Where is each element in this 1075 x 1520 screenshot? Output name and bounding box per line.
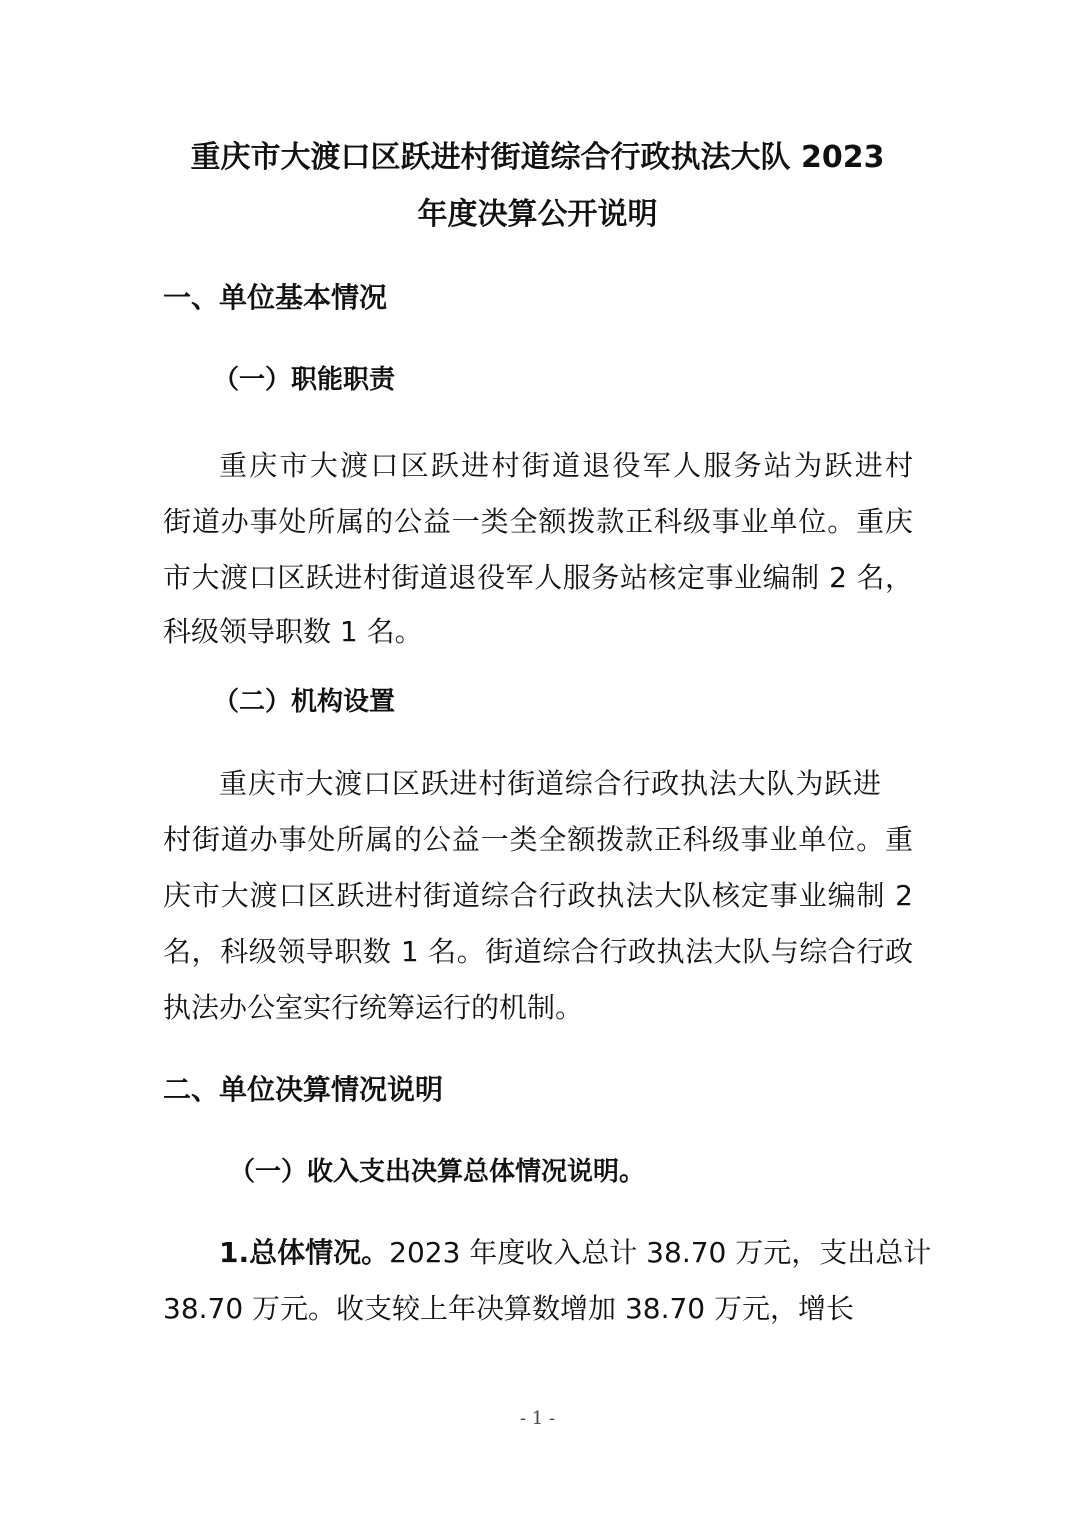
subsection-heading-functions: （一）职能职责 [213, 365, 396, 395]
paragraph-line: 38.70 万元。收支较上年决算数增加 38.70 万元，增长 [163, 1292, 855, 1325]
section-heading-budget: 二、单位决算情况说明 [163, 1073, 444, 1106]
paragraph-line: 市大渡口区跃进村街道退役军人服务站核定事业编制 2 名， [163, 561, 913, 594]
overview-lead: 1.总体情况。 [219, 1236, 390, 1269]
paragraph-line: 重庆市大渡口区跃进村街道综合行政执法大队为跃进 [219, 767, 881, 800]
paragraph-line: 街道办事处所属的公益一类全额拨款正科级事业单位。重庆 [163, 505, 913, 538]
paragraph-line: 庆市大渡口区跃进村街道综合行政执法大队核定事业编制 2 [163, 879, 913, 912]
paragraph-line: 科级领导职数 1 名。 [163, 615, 423, 648]
paragraph-line: 重庆市大渡口区跃进村街道退役军人服务站为跃进村 [219, 449, 913, 482]
section-heading-basic-info: 一、单位基本情况 [163, 281, 388, 314]
paragraph-line: 名，科级领导职数 1 名。街道综合行政执法大队与综合行政 [163, 935, 913, 968]
paragraph-line [219, 1233, 932, 1273]
page-number: - 1 - [519, 1408, 556, 1429]
overview-text: 2023 年度收入总计 38.70 万元，支出总计 [389, 1236, 932, 1269]
paragraph-line: 执法办公室实行统筹运行的机制。 [163, 991, 584, 1024]
subsection-heading-overview: （一）收入支出决算总体情况说明。 [229, 1157, 646, 1187]
document-title-line-1: 重庆市大渡口区跃进村街道综合行政执法大队 2023 [190, 140, 885, 175]
paragraph-line: 村街道办事处所属的公益一类全额拨款正科级事业单位。重 [163, 823, 913, 856]
document-title-line-2: 年度决算公开说明 [417, 197, 658, 232]
subsection-heading-organization: （二）机构设置 [213, 687, 396, 717]
